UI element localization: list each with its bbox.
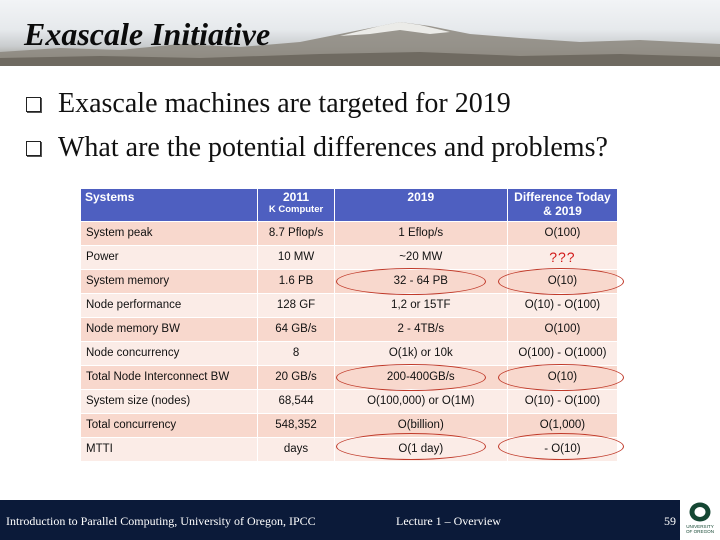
logo-text-line: UNIVERSITY <box>686 524 714 529</box>
value-2019: ~20 MW <box>334 245 507 269</box>
footer-course: Introduction to Parallel Computing, University of Oregon, IPCC <box>6 514 316 528</box>
value-2019: 1,2 or 15TF <box>334 293 507 317</box>
header-2011-year: 2011 <box>283 190 310 204</box>
header-2011 <box>258 189 334 222</box>
table-header-row <box>81 189 618 222</box>
value-2011: 548,352 <box>258 413 334 437</box>
value-2019: 32 - 64 PB <box>334 269 507 293</box>
logo-text <box>680 524 720 534</box>
logo-text-line: OF OREGON <box>685 529 715 534</box>
value-2019: 1 Eflop/s <box>334 221 507 245</box>
table-row <box>81 341 618 365</box>
footer-bar <box>0 500 680 540</box>
difference-value: O(100) <box>507 221 617 245</box>
table-row <box>81 437 618 461</box>
value-2019: O(billion) <box>334 413 507 437</box>
header-systems: Systems <box>81 189 258 222</box>
header-2011-sub: K Computer <box>268 203 324 215</box>
row-label: Power <box>81 245 258 269</box>
slide-title: Exascale Initiative <box>24 16 271 52</box>
table-row <box>81 389 618 413</box>
value-2019: 200-400GB/s <box>334 365 507 389</box>
bullet-list <box>26 82 608 170</box>
row-label: Node performance <box>81 293 258 317</box>
row-label: System memory <box>81 269 258 293</box>
bullet-item <box>26 82 608 126</box>
value-2011: 68,544 <box>258 389 334 413</box>
difference-value: O(1,000) <box>507 413 617 437</box>
difference-value: ??? <box>507 245 617 269</box>
university-logo <box>680 497 720 540</box>
difference-value: O(10) - O(100) <box>507 293 617 317</box>
difference-value: O(100) <box>507 317 617 341</box>
value-2019: O(1 day) <box>334 437 507 461</box>
checkbox-bullet-icon <box>26 97 41 112</box>
difference-value: - O(10) <box>507 437 617 461</box>
bullet-text: What are the potential differences and problems? <box>58 132 608 163</box>
value-2011: 8.7 Pflop/s <box>258 221 334 245</box>
difference-value: O(10) <box>507 269 617 293</box>
exascale-comparison-table <box>80 188 618 458</box>
table-row <box>81 221 618 245</box>
row-label: Node concurrency <box>81 341 258 365</box>
value-2011: 64 GB/s <box>258 317 334 341</box>
value-2019: O(100,000) or O(1M) <box>334 389 507 413</box>
value-2019: 2 - 4TB/s <box>334 317 507 341</box>
row-label: MTTI <box>81 437 258 461</box>
row-label: Total Node Interconnect BW <box>81 365 258 389</box>
table-row <box>81 317 618 341</box>
table-row <box>81 365 618 389</box>
row-label: System peak <box>81 221 258 245</box>
table-row <box>81 269 618 293</box>
bullet-item <box>26 126 608 170</box>
row-label: Node memory BW <box>81 317 258 341</box>
value-2011: 1.6 PB <box>258 269 334 293</box>
difference-value: O(10) - O(100) <box>507 389 617 413</box>
value-2011: 128 GF <box>258 293 334 317</box>
footer-lecture: Lecture 1 – Overview <box>396 514 501 528</box>
value-2011: days <box>258 437 334 461</box>
footer-page-number: 59 <box>664 514 676 528</box>
header-difference: Difference Today & 2019 <box>507 189 617 222</box>
table-row <box>81 245 618 269</box>
checkbox-bullet-icon <box>26 141 41 156</box>
oregon-o-icon <box>688 501 712 523</box>
row-label: System size (nodes) <box>81 389 258 413</box>
value-2011: 20 GB/s <box>258 365 334 389</box>
title-banner <box>0 0 720 66</box>
bullet-text: Exascale machines are targeted for 2019 <box>58 88 511 119</box>
difference-value: O(100) - O(1000) <box>507 341 617 365</box>
value-2011: 8 <box>258 341 334 365</box>
table-row <box>81 293 618 317</box>
table-row <box>81 413 618 437</box>
difference-value: O(10) <box>507 365 617 389</box>
value-2011: 10 MW <box>258 245 334 269</box>
header-2019: 2019 <box>334 189 507 222</box>
row-label: Total concurrency <box>81 413 258 437</box>
value-2019: O(1k) or 10k <box>334 341 507 365</box>
